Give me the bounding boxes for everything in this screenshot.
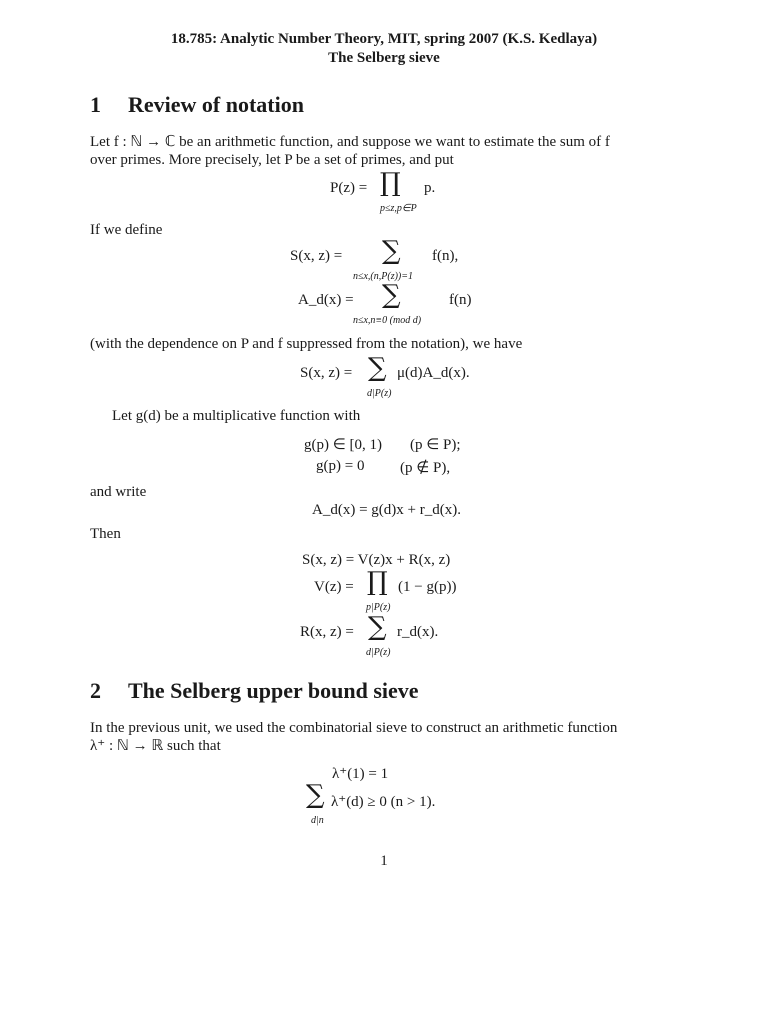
equation-subscript: n≤x,n≡0 (mod d) xyxy=(353,315,422,326)
equation-lhs: R(x, z) = xyxy=(300,624,354,640)
equation-rhs: μ(d)A_d(x). xyxy=(397,365,470,381)
sum-symbol: ∑ xyxy=(382,280,401,310)
running-header xyxy=(0,30,768,68)
equation-rhs: λ⁺(d) ≥ 0 (n > 1). xyxy=(331,794,436,810)
section-title: The Selberg upper bound sieve xyxy=(128,678,419,703)
text-line: In the previous unit, we used the combinatorial sieve to construct an arithmetic function xyxy=(90,720,618,736)
text-line: and write xyxy=(90,484,147,500)
equation-rhs: p. xyxy=(424,180,436,196)
equation: λ⁺(1) = 1 xyxy=(332,766,389,782)
section-number: 2 xyxy=(90,678,101,703)
equation-subscript: d|n xyxy=(311,815,324,826)
equation-subscript: d|P(z) xyxy=(367,388,392,399)
equation-lhs: g(p) = 0 xyxy=(316,458,365,474)
sum-symbol: ∑ xyxy=(306,780,325,810)
header-line-1: 18.785: Analytic Number Theory, MIT, spring 2007 (K.S. Kedlaya) xyxy=(170,31,598,47)
equation-condition: (p ∉ P), xyxy=(400,460,451,476)
paragraph xyxy=(90,719,680,755)
header-line-2: The Selberg sieve xyxy=(328,50,440,66)
text-line: over primes. More precisely, let P be a set of primes, and put xyxy=(90,152,454,168)
equation-lhs: g(p) ∈ [0, 1) xyxy=(304,437,383,453)
equation: A_d(x) = g(d)x + r_d(x). xyxy=(312,502,461,518)
equation-rhs: (1 − g(p)) xyxy=(398,579,457,595)
text-line: Let g(d) be a multiplicative function with xyxy=(112,408,361,424)
equation-rhs: r_d(x). xyxy=(397,624,439,640)
equation-condition: (p ∈ P); xyxy=(410,437,461,453)
page-number: 1 xyxy=(380,853,388,869)
section-title: Review of notation xyxy=(128,92,304,117)
text-line: (with the dependence on P and f suppressed from the notation), we have xyxy=(90,336,523,352)
section-number: 1 xyxy=(90,92,101,117)
equation-rhs: f(n) xyxy=(449,292,472,308)
product-symbol: ∏ xyxy=(380,168,401,198)
equation-rhs: f(n), xyxy=(432,248,459,264)
product-symbol: ∏ xyxy=(367,567,388,597)
equation-subscript: d|P(z) xyxy=(366,647,391,658)
text-line: Then xyxy=(90,526,121,542)
text-line: If we define xyxy=(90,222,163,238)
equation-subscript: p≤z,p∈P xyxy=(380,203,417,214)
text-line: Let f : ℕ → ℂ be an arithmetic function, and suppose we want to estimate the sum of f xyxy=(90,134,610,150)
section-1-heading xyxy=(90,92,304,118)
paragraph xyxy=(90,133,680,169)
equation: S(x, z) = V(z)x + R(x, z) xyxy=(302,552,451,568)
equation-lhs: V(z) = xyxy=(314,579,354,595)
sum-symbol: ∑ xyxy=(382,236,401,266)
equation-subscript: p|P(z) xyxy=(366,602,391,613)
equation-subscript: n≤x,(n,P(z))=1 xyxy=(353,271,413,282)
equation-lhs: S(x, z) = xyxy=(300,365,353,381)
section-2-heading xyxy=(90,678,419,704)
sum-symbol: ∑ xyxy=(368,353,387,383)
equation-lhs: A_d(x) = xyxy=(298,292,354,308)
equation-lhs: S(x, z) = xyxy=(290,248,343,264)
equation-lhs: P(z) = xyxy=(330,180,368,196)
sum-symbol: ∑ xyxy=(368,612,387,642)
text-line: λ⁺ : ℕ → ℝ such that xyxy=(90,738,221,754)
